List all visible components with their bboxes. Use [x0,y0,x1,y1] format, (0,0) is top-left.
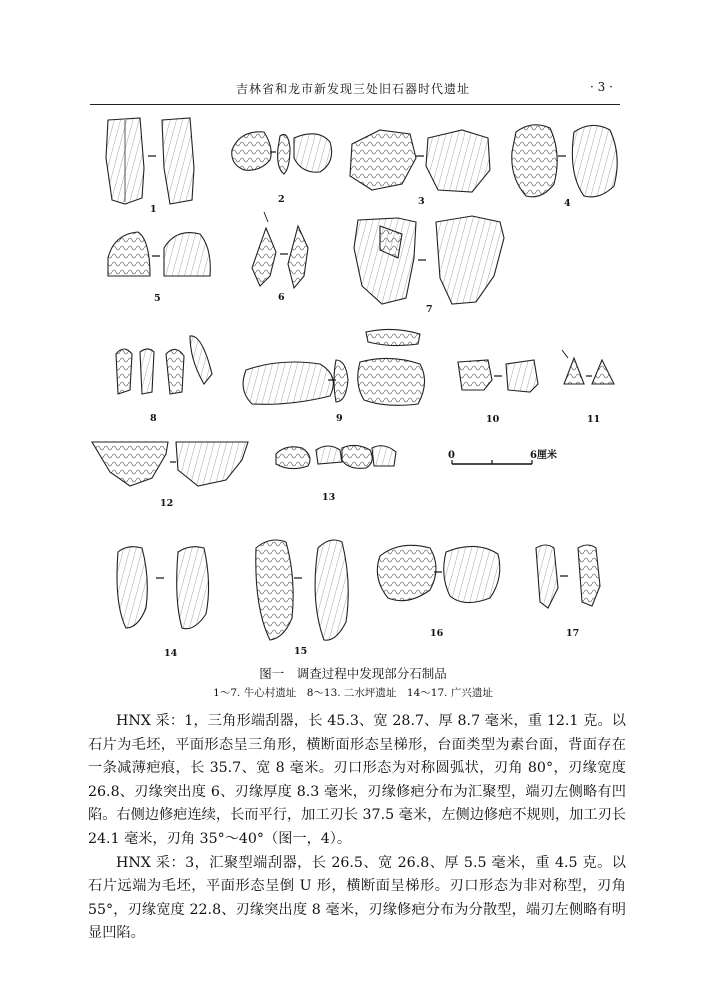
header-rule [90,104,620,105]
artifact-3 [350,130,490,192]
fig-label: 1 [150,204,157,215]
paragraph: HNX 采：3，汇聚型端刮器，长 26.5、宽 26.8、厚 5.5 毫米，重 4.5 克。以石片远端为毛坯，平面形态呈倒 U 形，横断面呈梯形。刃口形态为非对称型，刃角 55°，刃缘宽度 22.8、刃缘突出度 8 毫米，刃缘修疤分布为分散型，端刃左侧略有明显凹陷。 [88,854,626,942]
artifact-11 [562,350,614,384]
artifact-2 [232,132,332,174]
artifact-4 [512,125,617,197]
fig-label: 17 [566,628,580,639]
fig-label: 5 [154,293,161,304]
artifact-10 [458,360,538,392]
figure-subcaption: 1～7. 牛心村遗址 8～13. 二水坪遗址 14～17. 广兴遗址 [213,687,493,699]
artifact-9 [243,329,424,405]
artifact-7 [354,216,504,304]
figure-plate [80,108,640,663]
scale-end: 6厘米 [530,450,557,461]
fig-label: 11 [587,414,601,425]
fig-label: 9 [336,413,343,424]
artifact-12 [92,442,248,486]
fig-label: 4 [564,198,571,209]
artifact-14 [117,547,209,629]
fig-label: 13 [322,492,336,503]
fig-label: 2 [278,194,285,205]
scale-start: 0 [448,450,455,461]
artifact-15 [256,540,348,640]
fig-label: 8 [150,413,157,424]
fig-label: 14 [164,648,178,659]
artifact-17 [536,545,600,608]
artifact-16 [377,545,499,602]
fig-label: 12 [160,498,174,509]
fig-label: 16 [430,628,444,639]
artifact-8 [116,336,212,394]
fig-label: 7 [426,304,433,315]
figure-caption: 图一 调查过程中发现部分石制品 [259,666,447,681]
artifact-13 [276,445,396,468]
page-number: · 3 · [590,80,613,94]
fig-label: 6 [278,292,285,303]
scale-bar [448,448,557,464]
paragraph: HNX 采：1，三角形端刮器，长 45.3、宽 28.7、厚 8.7 毫米，重 12.1 克。以石片为毛坯，平面形态呈三角形，横断面形态呈梯形，台面类型为素台面，背面存在一条减薄疤痕，长 35.7、宽 8 毫米。刃口形态为对称圆弧状，刃角 80°，刃缘宽度 26.8、刃缘突出度 6、刃缘厚度 8.3 毫米，刃缘修疤分布为汇聚型，端刃左侧略有凹陷。右侧边修疤连续，长而平行，加工刃长 37.5 毫米，左侧边修疤不规则，加工刃长 24.1 毫米，刃角 35°～40°（图一，4）。 [88,713,626,847]
fig-label: 15 [294,646,308,657]
artifact-5 [108,232,210,276]
artifact-1 [106,118,194,204]
fig-label: 3 [418,196,425,207]
running-title: 吉林省和龙市新发现三处旧石器时代遗址 [235,82,470,96]
fig-label: 10 [486,414,500,425]
artifact-6 [252,212,308,288]
body-text [88,710,626,946]
